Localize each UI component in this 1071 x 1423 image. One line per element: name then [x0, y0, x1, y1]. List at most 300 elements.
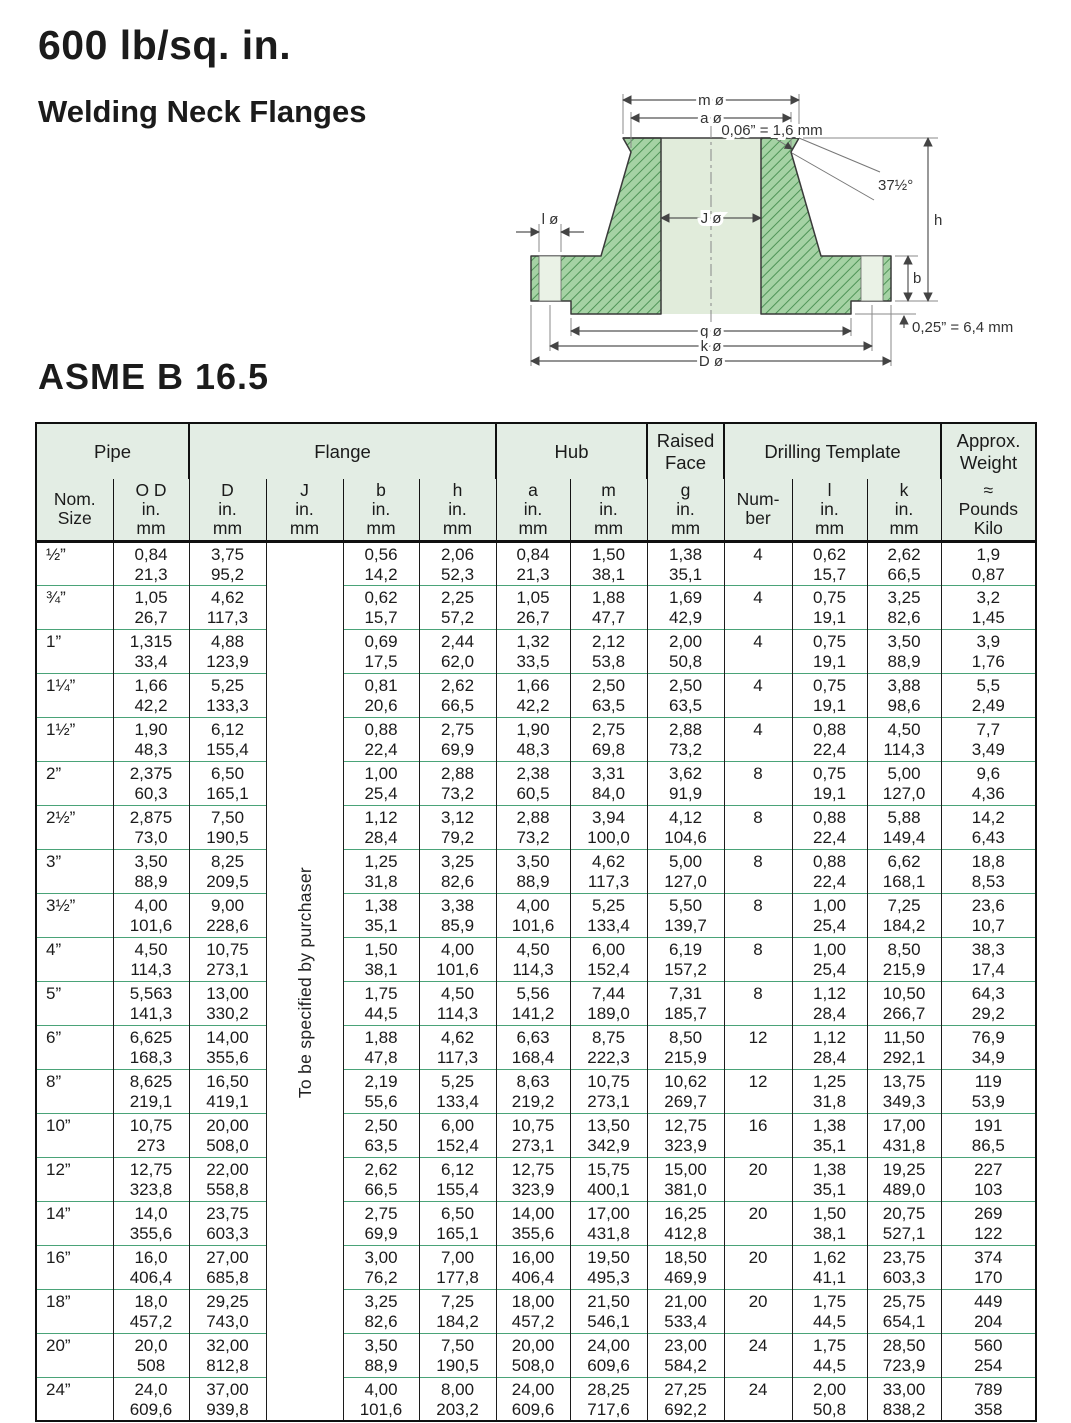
cell-h: 2,06 52,3 [419, 541, 496, 585]
cell-od: 8,625 219,1 [113, 1069, 189, 1113]
cell-a: 10,75 273,1 [496, 1113, 570, 1157]
cell-l: 0,75 19,1 [792, 629, 867, 673]
cell-nom-size: 1” [36, 629, 113, 673]
cell-nom-size: 12” [36, 1157, 113, 1201]
cell-g: 6,19 157,2 [647, 937, 724, 981]
cell-h: 6,50 165,1 [419, 1201, 496, 1245]
column-header-2: D in. mm [189, 479, 266, 541]
cell-l: 0,62 15,7 [792, 541, 867, 585]
cell-g: 1,69 42,9 [647, 585, 724, 629]
cell-num: 24 [724, 1377, 792, 1421]
cell-num: 8 [724, 805, 792, 849]
column-header-3: J in. mm [266, 479, 343, 541]
cell-b: 1,00 25,4 [343, 761, 419, 805]
cell-l: 1,00 25,4 [792, 893, 867, 937]
dim-label-a-dia: a ø [700, 110, 722, 127]
column-header-12: ≈ Pounds Kilo [941, 479, 1036, 541]
cell-l: 1,62 41,1 [792, 1245, 867, 1289]
cell-nom-size: 1¼” [36, 673, 113, 717]
table-row [36, 673, 1036, 717]
cell-a: 2,38 60,5 [496, 761, 570, 805]
cell-od: 18,0 457,2 [113, 1289, 189, 1333]
cell-D: 32,00 812,8 [189, 1333, 266, 1377]
cell-k: 28,50 723,9 [867, 1333, 941, 1377]
cell-a: 1,90 48,3 [496, 717, 570, 761]
cell-a: 4,50 114,3 [496, 937, 570, 981]
cell-num: 8 [724, 849, 792, 893]
cell-m: 24,00 609,6 [570, 1333, 647, 1377]
table-row [36, 893, 1036, 937]
table-row [36, 981, 1036, 1025]
cell-h: 2,75 69,9 [419, 717, 496, 761]
flange-dimensions-table [35, 422, 1037, 1422]
cell-num: 20 [724, 1245, 792, 1289]
cell-wt: 76,9 34,9 [941, 1025, 1036, 1069]
cell-j-note [266, 541, 343, 1421]
cell-od: 1,66 42,2 [113, 673, 189, 717]
cell-wt: 227 103 [941, 1157, 1036, 1201]
group-header-5: Approx. Weight [941, 423, 1036, 479]
cell-h: 6,12 155,4 [419, 1157, 496, 1201]
cell-l: 0,88 22,4 [792, 717, 867, 761]
cell-a: 24,00 609,6 [496, 1377, 570, 1421]
cell-a: 12,75 323,9 [496, 1157, 570, 1201]
cell-k: 23,75 603,3 [867, 1245, 941, 1289]
cell-k: 11,50 292,1 [867, 1025, 941, 1069]
cell-b: 1,12 28,4 [343, 805, 419, 849]
table-row [36, 717, 1036, 761]
cell-h: 4,00 101,6 [419, 937, 496, 981]
cell-num: 8 [724, 981, 792, 1025]
column-header-0: Nom. Size [36, 479, 113, 541]
cell-wt: 5,5 2,49 [941, 673, 1036, 717]
cell-k: 17,00 431,8 [867, 1113, 941, 1157]
cell-nom-size: 18” [36, 1289, 113, 1333]
table-row [36, 1069, 1036, 1113]
cell-l: 1,38 35,1 [792, 1113, 867, 1157]
bolt-hole-right [861, 256, 883, 301]
table-row [36, 585, 1036, 629]
column-header-8: g in. mm [647, 479, 724, 541]
cell-g: 12,75 323,9 [647, 1113, 724, 1157]
cell-nom-size: 1½” [36, 717, 113, 761]
cell-m: 15,75 400,1 [570, 1157, 647, 1201]
cell-od: 4,50 114,3 [113, 937, 189, 981]
cell-g: 2,88 73,2 [647, 717, 724, 761]
cell-od: 6,625 168,3 [113, 1025, 189, 1069]
cell-b: 2,50 63,5 [343, 1113, 419, 1157]
cell-b: 2,62 66,5 [343, 1157, 419, 1201]
table-row [36, 1377, 1036, 1421]
cell-nom-size: 3½” [36, 893, 113, 937]
cell-a: 5,56 141,2 [496, 981, 570, 1025]
cell-k: 3,50 88,9 [867, 629, 941, 673]
cell-nom-size: 2” [36, 761, 113, 805]
cell-b: 3,25 82,6 [343, 1289, 419, 1333]
cell-h: 3,12 79,2 [419, 805, 496, 849]
group-header-0: Pipe [36, 423, 189, 479]
cell-k: 3,25 82,6 [867, 585, 941, 629]
cell-b: 2,19 55,6 [343, 1069, 419, 1113]
standard-title: ASME B 16.5 [38, 356, 270, 397]
header-group-row [36, 423, 1036, 479]
cell-g: 23,00 584,2 [647, 1333, 724, 1377]
table-row [36, 1245, 1036, 1289]
group-header-2: Hub [496, 423, 647, 479]
cell-g: 18,50 469,9 [647, 1245, 724, 1289]
cell-nom-size: 16” [36, 1245, 113, 1289]
cell-k: 13,75 349,3 [867, 1069, 941, 1113]
dim-label-raised-face: 0,25” = 6,4 mm [912, 319, 1014, 336]
cell-b: 2,75 69,9 [343, 1201, 419, 1245]
cell-b: 0,62 15,7 [343, 585, 419, 629]
cell-m: 2,75 69,8 [570, 717, 647, 761]
j-note-text: To be specified by purchaser [294, 866, 315, 1098]
cell-g: 5,50 139,7 [647, 893, 724, 937]
cell-b: 1,88 47,8 [343, 1025, 419, 1069]
cell-nom-size: 8” [36, 1069, 113, 1113]
cell-a: 3,50 88,9 [496, 849, 570, 893]
table-row [36, 849, 1036, 893]
column-header-5: h in. mm [419, 479, 496, 541]
cell-g: 15,00 381,0 [647, 1157, 724, 1201]
cell-od: 5,563 141,3 [113, 981, 189, 1025]
cell-wt: 38,3 17,4 [941, 937, 1036, 981]
cell-k: 4,50 114,3 [867, 717, 941, 761]
cell-b: 0,81 20,6 [343, 673, 419, 717]
cell-m: 6,00 152,4 [570, 937, 647, 981]
cell-g: 3,62 91,9 [647, 761, 724, 805]
header-column-row [36, 479, 1036, 541]
cell-od: 2,875 73,0 [113, 805, 189, 849]
cell-od: 16,0 406,4 [113, 1245, 189, 1289]
cell-l: 1,50 38,1 [792, 1201, 867, 1245]
cell-l: 0,88 22,4 [792, 805, 867, 849]
cell-m: 19,50 495,3 [570, 1245, 647, 1289]
cell-k: 25,75 654,1 [867, 1289, 941, 1333]
cell-h: 2,62 66,5 [419, 673, 496, 717]
cell-l: 0,75 19,1 [792, 761, 867, 805]
cell-g: 16,25 412,8 [647, 1201, 724, 1245]
cell-m: 5,25 133,4 [570, 893, 647, 937]
dim-label-l-dia: l ø [541, 211, 559, 228]
pressure-rating-title: 600 lb/sq. in. [38, 22, 292, 68]
cell-a: 14,00 355,6 [496, 1201, 570, 1245]
cell-k: 3,88 98,6 [867, 673, 941, 717]
cell-l: 1,75 44,5 [792, 1289, 867, 1333]
cell-l: 1,75 44,5 [792, 1333, 867, 1377]
cell-h: 8,00 203,2 [419, 1377, 496, 1421]
cell-a: 16,00 406,4 [496, 1245, 570, 1289]
cell-od: 4,00 101,6 [113, 893, 189, 937]
cell-m: 10,75 273,1 [570, 1069, 647, 1113]
cell-od: 12,75 323,8 [113, 1157, 189, 1201]
cell-wt: 14,2 6,43 [941, 805, 1036, 849]
cell-k: 7,25 184,2 [867, 893, 941, 937]
cell-b: 1,50 38,1 [343, 937, 419, 981]
dim-bevel-angle [792, 138, 913, 200]
cell-num: 8 [724, 761, 792, 805]
cell-m: 1,88 47,7 [570, 585, 647, 629]
cell-wt: 23,6 10,7 [941, 893, 1036, 937]
cell-g: 10,62 269,7 [647, 1069, 724, 1113]
cell-g: 5,00 127,0 [647, 849, 724, 893]
cell-a: 2,88 73,2 [496, 805, 570, 849]
cell-l: 1,12 28,4 [792, 981, 867, 1025]
cell-l: 0,75 19,1 [792, 673, 867, 717]
cell-k: 6,62 168,1 [867, 849, 941, 893]
table-body [36, 541, 1036, 1421]
cell-nom-size: 3” [36, 849, 113, 893]
cell-a: 1,32 33,5 [496, 629, 570, 673]
dim-raised-face [855, 314, 1013, 336]
cell-D: 4,88 123,9 [189, 629, 266, 673]
column-header-7: m in. mm [570, 479, 647, 541]
cell-l: 1,00 25,4 [792, 937, 867, 981]
cell-a: 6,63 168,4 [496, 1025, 570, 1069]
cell-wt: 18,8 8,53 [941, 849, 1036, 893]
cell-wt: 560 254 [941, 1333, 1036, 1377]
table-row [36, 1333, 1036, 1377]
cell-D: 29,25 743,0 [189, 1289, 266, 1333]
cell-k: 2,62 66,5 [867, 541, 941, 585]
cell-m: 8,75 222,3 [570, 1025, 647, 1069]
column-header-10: l in. mm [792, 479, 867, 541]
cell-h: 3,25 82,6 [419, 849, 496, 893]
cell-g: 7,31 185,7 [647, 981, 724, 1025]
cell-g: 2,50 63,5 [647, 673, 724, 717]
dim-label-g-dia: g ø [700, 323, 722, 340]
cell-nom-size: 20” [36, 1333, 113, 1377]
cell-h: 6,00 152,4 [419, 1113, 496, 1157]
cell-k: 5,00 127,0 [867, 761, 941, 805]
cell-D: 16,50 419,1 [189, 1069, 266, 1113]
table-row [36, 1025, 1036, 1069]
column-header-1: O D in. mm [113, 479, 189, 541]
cell-nom-size: 2½” [36, 805, 113, 849]
cell-m: 1,50 38,1 [570, 541, 647, 585]
dim-label-bevel-angle: 37½° [878, 177, 914, 194]
cell-a: 4,00 101,6 [496, 893, 570, 937]
cell-k: 19,25 489,0 [867, 1157, 941, 1201]
cell-od: 24,0 609,6 [113, 1377, 189, 1421]
column-header-6: a in. mm [496, 479, 570, 541]
cell-g: 1,38 35,1 [647, 541, 724, 585]
cell-k: 5,88 149,4 [867, 805, 941, 849]
dim-label-m-dia: m ø [698, 92, 724, 109]
cell-num: 20 [724, 1289, 792, 1333]
cell-h: 7,25 184,2 [419, 1289, 496, 1333]
cell-b: 4,00 101,6 [343, 1377, 419, 1421]
dim-label-j-dia: J ø [700, 210, 722, 227]
cell-k: 8,50 215,9 [867, 937, 941, 981]
column-header-4: b in. mm [343, 479, 419, 541]
cell-nom-size: 10” [36, 1113, 113, 1157]
cell-b: 3,00 76,2 [343, 1245, 419, 1289]
cell-k: 20,75 527,1 [867, 1201, 941, 1245]
cell-m: 17,00 431,8 [570, 1201, 647, 1245]
cell-l: 0,75 19,1 [792, 585, 867, 629]
cell-od: 1,90 48,3 [113, 717, 189, 761]
cell-m: 3,94 100,0 [570, 805, 647, 849]
cell-num: 16 [724, 1113, 792, 1157]
cell-D: 7,50 190,5 [189, 805, 266, 849]
cell-a: 18,00 457,2 [496, 1289, 570, 1333]
cell-D: 20,00 508,0 [189, 1113, 266, 1157]
cell-wt: 1,9 0,87 [941, 541, 1036, 585]
group-header-1: Flange [189, 423, 496, 479]
cell-num: 20 [724, 1157, 792, 1201]
table-row [36, 1113, 1036, 1157]
cell-D: 23,75 603,3 [189, 1201, 266, 1245]
cell-m: 28,25 717,6 [570, 1377, 647, 1421]
cell-od: 20,0 508 [113, 1333, 189, 1377]
cell-a: 8,63 219,2 [496, 1069, 570, 1113]
dim-b [895, 256, 921, 301]
cell-m: 2,12 53,8 [570, 629, 647, 673]
cell-wt: 64,3 29,2 [941, 981, 1036, 1025]
dim-label-h: h [934, 212, 943, 229]
cell-D: 6,50 165,1 [189, 761, 266, 805]
cell-a: 20,00 508,0 [496, 1333, 570, 1377]
table-row [36, 541, 1036, 585]
cell-nom-size: 24” [36, 1377, 113, 1421]
cell-wt: 449 204 [941, 1289, 1036, 1333]
cell-num: 24 [724, 1333, 792, 1377]
cell-h: 5,25 133,4 [419, 1069, 496, 1113]
cell-od: 14,0 355,6 [113, 1201, 189, 1245]
cell-m: 3,31 84,0 [570, 761, 647, 805]
cell-h: 4,50 114,3 [419, 981, 496, 1025]
cell-nom-size: 4” [36, 937, 113, 981]
column-header-9: Num- ber [724, 479, 792, 541]
cell-wt: 3,9 1,76 [941, 629, 1036, 673]
cell-h: 3,38 85,9 [419, 893, 496, 937]
cell-l: 1,38 35,1 [792, 1157, 867, 1201]
cell-nom-size: ¾” [36, 585, 113, 629]
cell-D: 6,12 155,4 [189, 717, 266, 761]
cell-m: 2,50 63,5 [570, 673, 647, 717]
cell-g: 4,12 104,6 [647, 805, 724, 849]
cell-wt: 119 53,9 [941, 1069, 1036, 1113]
cell-wt: 191 86,5 [941, 1113, 1036, 1157]
cell-wt: 374 170 [941, 1245, 1036, 1289]
cell-nom-size: 5” [36, 981, 113, 1025]
cell-k: 33,00 838,2 [867, 1377, 941, 1421]
cell-wt: 9,6 4,36 [941, 761, 1036, 805]
table-header [36, 423, 1036, 541]
cell-k: 10,50 266,7 [867, 981, 941, 1025]
table-row [36, 1157, 1036, 1201]
cell-m: 13,50 342,9 [570, 1113, 647, 1157]
table-row [36, 761, 1036, 805]
cell-l: 1,25 31,8 [792, 1069, 867, 1113]
cell-D: 10,75 273,1 [189, 937, 266, 981]
cell-l: 0,88 22,4 [792, 849, 867, 893]
cell-wt: 7,7 3,49 [941, 717, 1036, 761]
cell-a: 1,66 42,2 [496, 673, 570, 717]
dim-label-d-dia: D ø [698, 353, 724, 370]
cell-num: 8 [724, 937, 792, 981]
cell-od: 2,375 60,3 [113, 761, 189, 805]
cell-l: 2,00 50,8 [792, 1377, 867, 1421]
cell-od: 10,75 273 [113, 1113, 189, 1157]
cell-wt: 3,2 1,45 [941, 585, 1036, 629]
cell-D: 14,00 355,6 [189, 1025, 266, 1069]
cell-g: 27,25 692,2 [647, 1377, 724, 1421]
dim-label-top-tolerance: 0,06” = 1,6 mm [721, 122, 823, 139]
cell-wt: 789 358 [941, 1377, 1036, 1421]
cell-D: 8,25 209,5 [189, 849, 266, 893]
cell-h: 7,50 190,5 [419, 1333, 496, 1377]
dim-label-k-dia: k ø [700, 338, 722, 355]
cell-a: 1,05 26,7 [496, 585, 570, 629]
cell-h: 2,25 57,2 [419, 585, 496, 629]
column-header-11: k in. mm [867, 479, 941, 541]
cell-m: 21,50 546,1 [570, 1289, 647, 1333]
cell-num: 12 [724, 1025, 792, 1069]
group-header-3: Raised Face [647, 423, 724, 479]
cell-num: 12 [724, 1069, 792, 1113]
dim-label-b: b [913, 270, 922, 287]
flange-cross-section-diagram [476, 68, 1042, 372]
cell-b: 1,38 35,1 [343, 893, 419, 937]
cell-D: 9,00 228,6 [189, 893, 266, 937]
cell-a: 0,84 21,3 [496, 541, 570, 585]
cell-h: 2,44 62,0 [419, 629, 496, 673]
cell-wt: 269 122 [941, 1201, 1036, 1245]
cell-h: 2,88 73,2 [419, 761, 496, 805]
cell-b: 0,88 22,4 [343, 717, 419, 761]
table-row [36, 1289, 1036, 1333]
cell-D: 3,75 95,2 [189, 541, 266, 585]
page-subtitle: Welding Neck Flanges [38, 94, 367, 129]
cell-l: 1,12 28,4 [792, 1025, 867, 1069]
cell-num: 4 [724, 629, 792, 673]
table-row [36, 937, 1036, 981]
cell-b: 3,50 88,9 [343, 1333, 419, 1377]
cell-od: 1,315 33,4 [113, 629, 189, 673]
cell-D: 37,00 939,8 [189, 1377, 266, 1421]
bolt-hole-left [539, 256, 561, 301]
cell-b: 1,75 44,5 [343, 981, 419, 1025]
table-row [36, 629, 1036, 673]
cell-num: 4 [724, 585, 792, 629]
cell-od: 1,05 26,7 [113, 585, 189, 629]
dim-l-dia [516, 211, 584, 252]
cell-D: 22,00 558,8 [189, 1157, 266, 1201]
cell-b: 0,56 14,2 [343, 541, 419, 585]
cell-b: 1,25 31,8 [343, 849, 419, 893]
group-header-4: Drilling Template [724, 423, 941, 479]
cell-D: 5,25 133,3 [189, 673, 266, 717]
cell-g: 2,00 50,8 [647, 629, 724, 673]
cell-nom-size: 6” [36, 1025, 113, 1069]
cell-D: 27,00 685,8 [189, 1245, 266, 1289]
cell-num: 4 [724, 541, 792, 585]
table-row [36, 1201, 1036, 1245]
cell-g: 8,50 215,9 [647, 1025, 724, 1069]
cell-D: 4,62 117,3 [189, 585, 266, 629]
cell-num: 4 [724, 717, 792, 761]
cell-od: 3,50 88,9 [113, 849, 189, 893]
cell-g: 21,00 533,4 [647, 1289, 724, 1333]
cell-m: 4,62 117,3 [570, 849, 647, 893]
table-row [36, 805, 1036, 849]
cell-nom-size: 14” [36, 1201, 113, 1245]
cell-h: 4,62 117,3 [419, 1025, 496, 1069]
cell-m: 7,44 189,0 [570, 981, 647, 1025]
